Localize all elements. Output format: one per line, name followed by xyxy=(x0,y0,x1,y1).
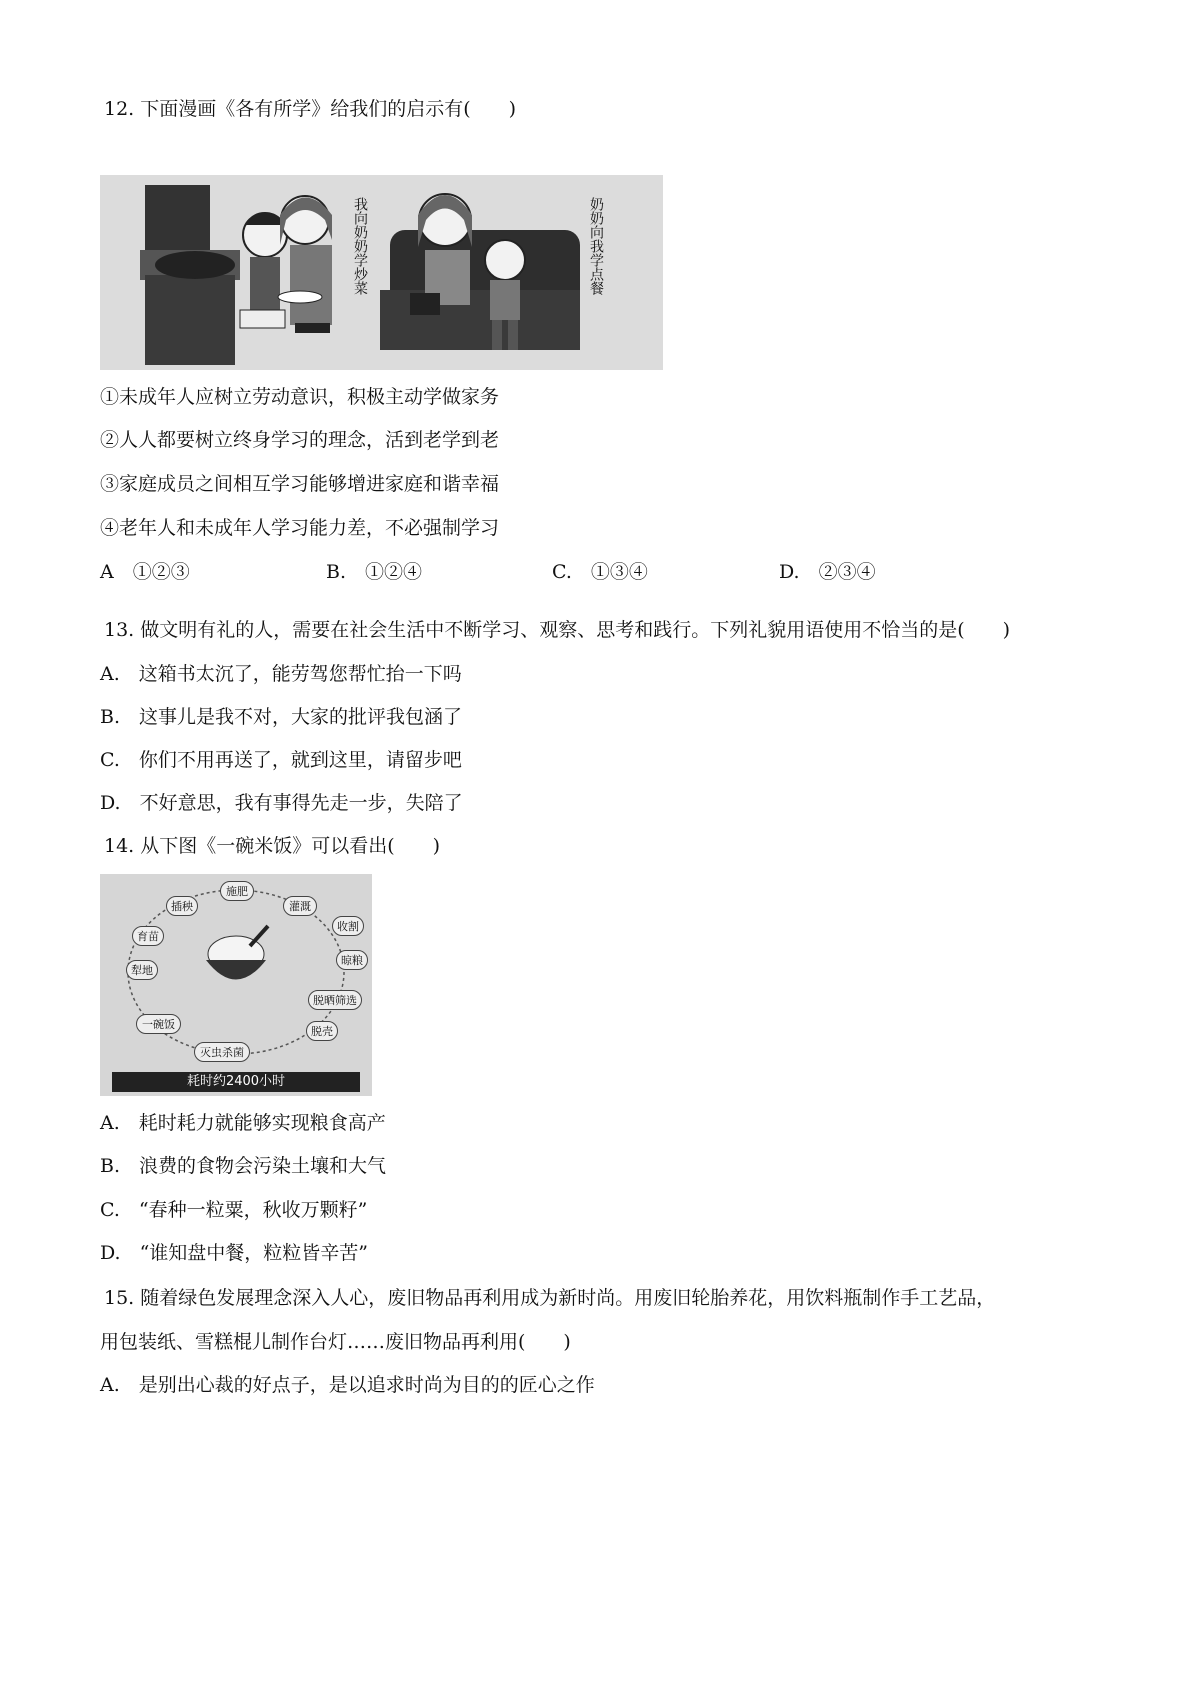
cartoon-drawing xyxy=(100,175,663,370)
q12-option-b[interactable]: B. ①②④ xyxy=(326,561,423,583)
q14-option-c[interactable]: C. “春种一粒粟，秋收万颗籽” xyxy=(100,1199,368,1221)
step-husk: 脱壳 xyxy=(306,1021,338,1041)
step-transplant: 插秧 xyxy=(166,896,198,916)
q12-cartoon-image xyxy=(100,175,663,370)
figure-footer: 耗时约2400小时 xyxy=(186,1074,286,1089)
q12-stem: 12. 下面漫画《各有所学》给我们的启示有( ) xyxy=(104,98,517,120)
q13-option-c[interactable]: C. 你们不用再送了，就到这里，请留步吧 xyxy=(100,749,462,771)
q14-option-a[interactable]: A. 耗时耗力就能够实现粮食高产 xyxy=(100,1112,386,1134)
step-seedling: 育苗 xyxy=(132,926,164,946)
cartoon-caption-right: 奶奶向我学点餐 xyxy=(588,197,604,295)
step-fertilize: 施肥 xyxy=(220,881,254,901)
q14-rice-bowl-figure xyxy=(100,874,372,1096)
q12-statement-1: ①未成年人应树立劳动意识，积极主动学做家务 xyxy=(100,386,500,408)
step-sterilize: 灭虫杀菌 xyxy=(194,1042,250,1062)
q15-option-a[interactable]: A. 是别出心裁的好点子，是以追求时尚为目的的匠心之作 xyxy=(100,1374,595,1396)
step-rice-bowl: 一碗饭 xyxy=(136,1014,181,1034)
rice-cycle-drawing xyxy=(100,874,372,1096)
q12-option-c[interactable]: C. ①③④ xyxy=(552,561,648,583)
step-screen: 脱晒筛选 xyxy=(308,990,362,1010)
step-dry: 晾粮 xyxy=(336,950,368,970)
q15-stem-line2: 用包装纸、雪糕棍儿制作台灯……废旧物品再利用( ) xyxy=(100,1331,571,1353)
q14-option-d[interactable]: D. “谁知盘中餐，粒粒皆辛苦” xyxy=(100,1242,369,1264)
step-plow: 犁地 xyxy=(126,960,158,980)
q13-stem: 13. 做文明有礼的人，需要在社会生活中不断学习、观察、思考和践行。下列礼貌用语使用不恰当的是( ) xyxy=(104,619,1011,641)
q12-option-d[interactable]: D. ②③④ xyxy=(779,561,876,583)
q14-option-b[interactable]: B. 浪费的食物会污染土壤和大气 xyxy=(100,1155,387,1177)
q15-stem-line1: 15. 随着绿色发展理念深入人心，废旧物品再利用成为新时尚。用废旧轮胎养花，用饮料瓶制作手工艺品， xyxy=(104,1287,996,1309)
q13-option-d[interactable]: D. 不好意思，我有事得先走一步，失陪了 xyxy=(100,792,463,814)
q12-statement-2: ②人人都要树立终身学习的理念，活到老学到老 xyxy=(100,429,500,451)
q12-statement-4: ④老年人和未成年人学习能力差，不必强制学习 xyxy=(100,517,500,539)
cartoon-caption-left: 我向奶奶学炒菜 xyxy=(352,197,368,295)
step-irrigate: 灌溉 xyxy=(283,896,317,916)
q13-option-a[interactable]: A. 这箱书太沉了，能劳驾您帮忙抬一下吗 xyxy=(100,663,462,685)
q13-option-b[interactable]: B. 这事儿是我不对，大家的批评我包涵了 xyxy=(100,706,463,728)
step-harvest: 收割 xyxy=(332,916,364,936)
q12-statement-3: ③家庭成员之间相互学习能够增进家庭和谐幸福 xyxy=(100,473,500,495)
q14-stem: 14. 从下图《一碗米饭》可以看出( ) xyxy=(104,835,441,857)
q12-option-a[interactable]: A ①②③ xyxy=(100,561,190,583)
